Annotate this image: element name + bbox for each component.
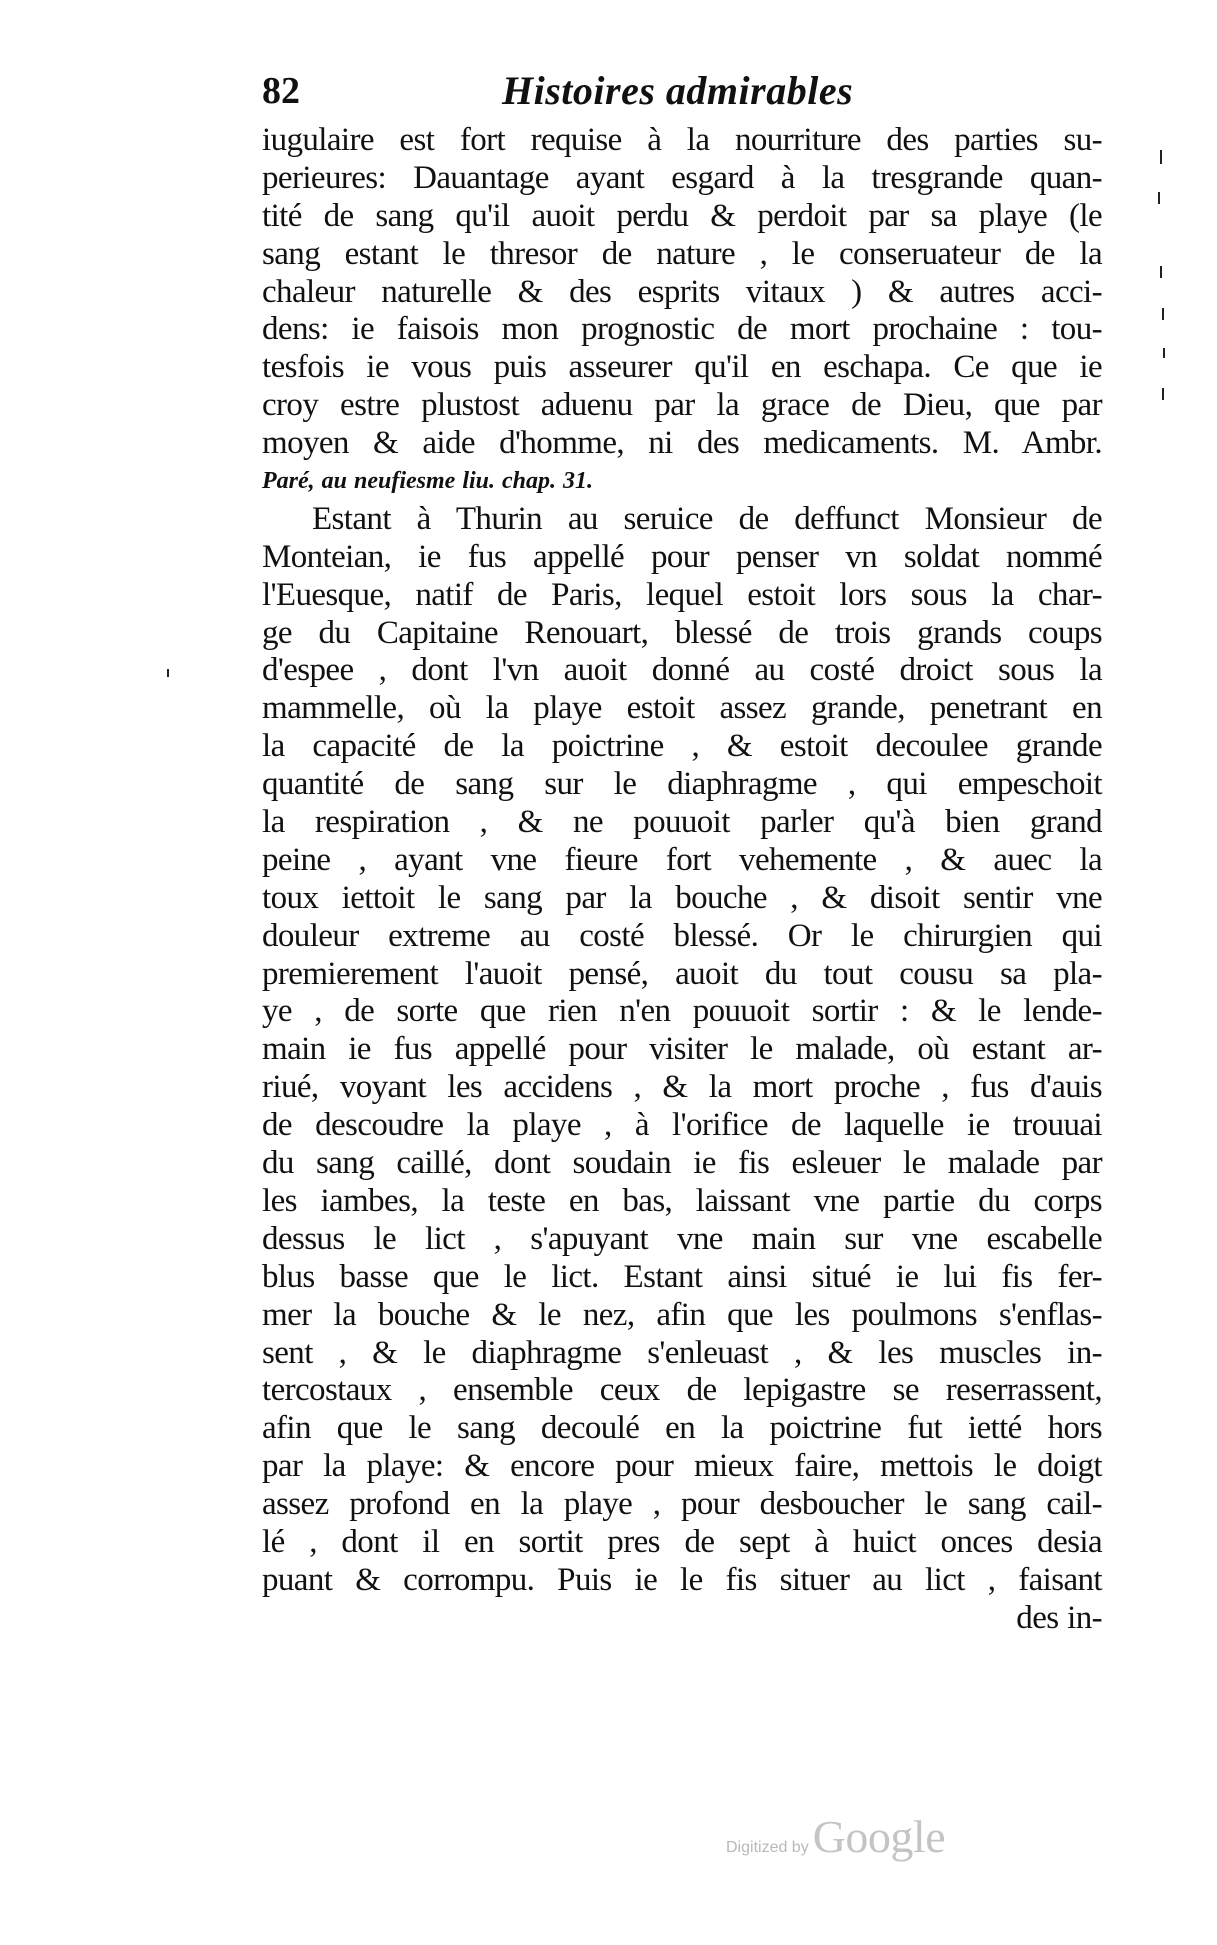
text-line: de descoudre la playe , à l'orifice de laquelle ie trouuai [262, 1107, 1102, 1144]
text-line: dessus le lict , s'apuyant vne main sur vne escabelle [262, 1220, 1102, 1257]
text-line: la capacité de la poictrine , & estoit decoulee grande [262, 728, 1102, 765]
margin-mark [1160, 266, 1162, 278]
text-line: dens: ie faisois mon prognostic de mort prochaine : tou- [262, 311, 1102, 348]
text-line: la respiration , & ne pouuoit parler qu'à bien grand [262, 804, 1102, 841]
text-line: douleur extreme au costé blessé. Or le chirurgien qui [262, 917, 1102, 954]
text-line: sang estant le thresor de nature , le conseruateur de la [262, 235, 1102, 272]
margin-mark [1162, 388, 1164, 400]
text-line: puant & corrompu. Puis ie le fis situer au lict , faisant [262, 1561, 1102, 1598]
text-line: afin que le sang decoulé en la poictrine fut ietté hors [262, 1410, 1102, 1447]
text-line: chaleur naturelle & des esprits vitaux ) & autres acci- [262, 273, 1102, 310]
text-line: d'espee , dont l'vn auoit donné au costé droict sous la [262, 652, 1102, 689]
margin-mark [1158, 192, 1160, 204]
page-number: 82 [262, 70, 300, 112]
text-line: moyen & aide d'homme, ni des medicaments. M. Ambr. [262, 425, 1102, 462]
text-line: sent , & le diaphragme s'enleuast , & les muscles in- [262, 1334, 1102, 1371]
text-line: ge du Capitaine Renouart, blessé de trois grands coups [262, 614, 1102, 651]
running-title: Histoires admirables [502, 68, 854, 113]
text-line: croy estre plustost aduenu par la grace de Dieu, que par [262, 387, 1102, 424]
watermark-logo: Google [812, 1811, 946, 1862]
margin-mark [1160, 150, 1162, 164]
body-text [262, 122, 1102, 1638]
margin-mark [1162, 308, 1164, 320]
text-line: peine , ayant vne fieure fort vehemente , & auec la [262, 841, 1102, 878]
text-line: tité de sang qu'il auoit perdu & perdoit par sa playe (le [262, 197, 1102, 234]
text-line: mammelle, où la playe estoit assez grande, penetrant en [262, 690, 1102, 727]
citation-line: Paré, au neufiesme liu. chap. 31. [262, 468, 594, 495]
text-line: premierement l'auoit pensé, auoit du tout cousu sa pla- [262, 955, 1102, 992]
text-line: perieures: Dauantage ayant esgard à la tresgrande quan- [262, 159, 1102, 196]
text-line: mer la bouche & le nez, afin que les poulmons s'enflas- [262, 1296, 1102, 1333]
text-line: riué, voyant les accidens , & la mort proche , fus d'auis [262, 1069, 1102, 1106]
watermark-prefix: Digitized by [726, 1839, 809, 1856]
text-line: assez profond en la playe , pour desboucher le sang cail- [262, 1486, 1102, 1523]
text-line: blus basse que le lict. Estant ainsi situé ie lui fis fer- [262, 1258, 1102, 1295]
text-line: iugulaire est fort requise à la nourriture des parties su- [262, 122, 1102, 158]
text-line: ye , de sorte que rien n'en pouuoit sortir : & le lende- [262, 993, 1102, 1030]
watermark [726, 1810, 945, 1870]
catchword: des in- [1016, 1599, 1102, 1636]
text-line: tesfois ie vous puis asseurer qu'il en eschapa. Ce que ie [262, 349, 1102, 386]
text-line: les iambes, la teste en bas, laissant vne partie du corps [262, 1182, 1102, 1219]
text-line: l'Euesque, natif de Paris, lequel estoit lors sous la char- [262, 576, 1102, 613]
text-line: main ie fus appellé pour visiter le malade, où estant ar- [262, 1031, 1102, 1068]
text-line: par la playe: & encore pour mieux faire, mettois le doigt [262, 1448, 1102, 1485]
margin-mark [1163, 348, 1165, 358]
page-header [262, 62, 1092, 120]
text-line: tercostaux , ensemble ceux de lepigastre se reserrassent, [262, 1372, 1102, 1409]
text-line: Monteian, ie fus appellé pour penser vn soldat nommé [262, 538, 1102, 575]
paragraph-start-line: Estant à Thurin au seruice de deffunct Monsieur de [312, 500, 1102, 537]
margin-mark [167, 669, 169, 677]
text-line: quantité de sang sur le diaphragme , qui empeschoit [262, 766, 1102, 803]
text-line: lé , dont il en sortit pres de sept à huict onces desia [262, 1523, 1102, 1560]
text-line: toux iettoit le sang par la bouche , & disoit sentir vne [262, 879, 1102, 916]
text-line: du sang caillé, dont soudain ie fis esleuer le malade par [262, 1145, 1102, 1182]
